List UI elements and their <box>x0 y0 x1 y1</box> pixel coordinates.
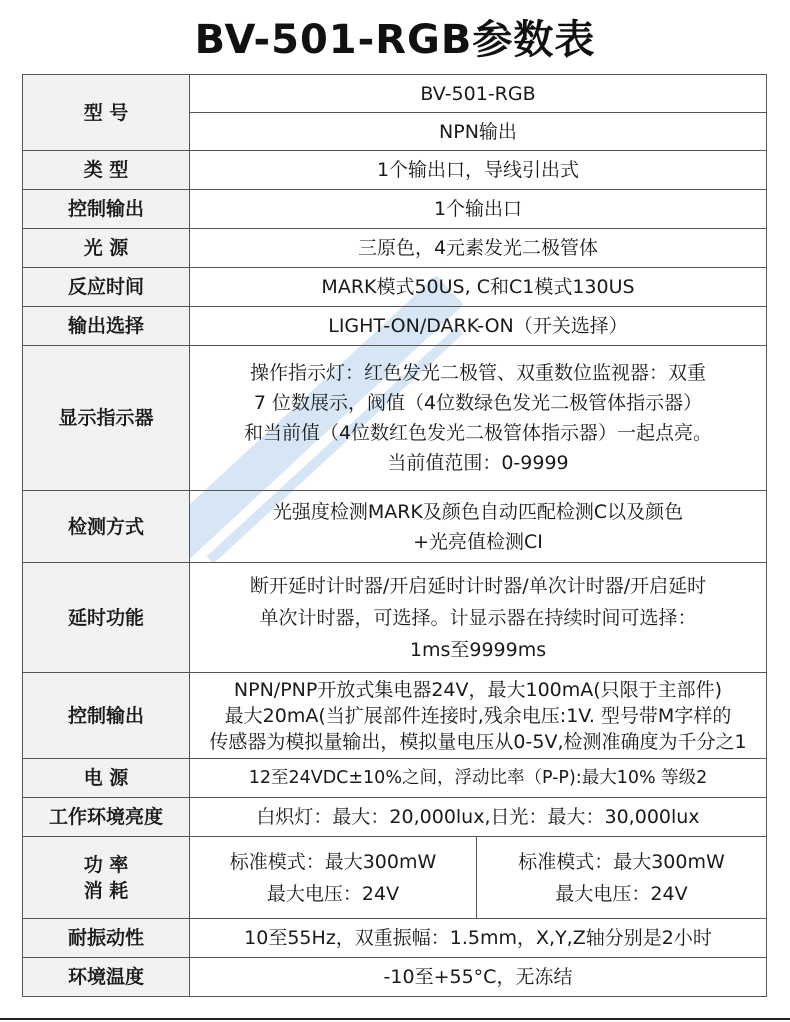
row-label-display: 显示指示器 <box>23 346 190 491</box>
text-line: 最大电压：24V <box>266 882 400 905</box>
text-line: 操作指示灯：红色发光二极管、双重数位监视器：双重 <box>249 362 706 384</box>
temperature-value: -10至+55°C，无冻结 <box>190 958 767 997</box>
text-line: 7 位数展示，阀值（4位数绿色发光二极管体指示器） <box>253 392 703 414</box>
text-line: 光强度检测MARK及颜色自动匹配检测C以及颜色 <box>272 500 684 523</box>
row-label-type: 类 型 <box>23 151 190 190</box>
vibration-value: 10至55Hz，双重振幅：1.5mm，X,Y,Z轴分别是2小时 <box>190 919 767 958</box>
spec-table <box>22 74 767 997</box>
row-label-delay: 延时功能 <box>23 563 190 673</box>
text-line: 1ms至9999ms <box>409 638 547 661</box>
table-row <box>23 190 767 229</box>
table-row <box>23 307 767 346</box>
text-line: 标准模式：最大300mW <box>518 850 725 873</box>
row-label-control-output-2: 控制输出 <box>23 673 190 759</box>
power-consumption-cell <box>477 837 767 919</box>
power-consumption-cell <box>190 837 477 919</box>
text-line: 当前值范围：0-9999 <box>387 452 569 474</box>
table-row <box>23 837 767 919</box>
power-value: 12至24VDC±10%之间，浮动比率（P-P):最大10% 等级2 <box>190 759 767 798</box>
row-label-light-source: 光 源 <box>23 229 190 268</box>
row-label-response-time: 反应时间 <box>23 268 190 307</box>
detection-value <box>190 491 767 563</box>
control-output-value: 1个输出口 <box>190 190 767 229</box>
page-title: BV-501-RGB参数表 <box>194 17 596 63</box>
table-row <box>23 958 767 997</box>
row-label-power-consumption <box>23 837 190 919</box>
table-row <box>23 75 767 113</box>
row-label-detection: 检测方式 <box>23 491 190 563</box>
row-label-temperature: 环境温度 <box>23 958 190 997</box>
table-row <box>23 798 767 837</box>
table-row <box>23 759 767 798</box>
output-select-value: LIGHT-ON/DARK-ON（开关选择） <box>190 307 767 346</box>
row-label-control-output: 控制输出 <box>23 190 190 229</box>
text-line: 标准模式：最大300mW <box>229 850 437 873</box>
text-line: 单次计时器，可选择。计显示器在持续时间可选择： <box>259 606 697 629</box>
text-line: 传感器为模拟量输出，模拟量电压从0-5V,检测准确度为千分之1 <box>209 730 747 753</box>
row-label-ambient-light: 工作环境亮度 <box>23 798 190 837</box>
delay-value <box>190 563 767 673</box>
display-value <box>190 346 767 491</box>
text-line: 断开延时计时器/开启延时计时器/单次计时器/开启延时 <box>249 574 707 597</box>
type-value: 1个输出口，导线引出式 <box>190 151 767 190</box>
table-row <box>23 229 767 268</box>
response-time-value: MARK模式50US, C和C1模式130US <box>190 268 767 307</box>
text-line: 最大20mA(当扩展部件连接时,残余电压:1V. 型号带M字样的 <box>224 704 732 727</box>
label-line: 功 率 <box>83 853 129 876</box>
table-row <box>23 268 767 307</box>
row-label-power: 电 源 <box>23 759 190 798</box>
table-row <box>23 919 767 958</box>
row-label-output-select: 输出选择 <box>23 307 190 346</box>
output-type-value: NPN输出 <box>190 113 767 151</box>
table-row <box>23 346 767 491</box>
row-label-vibration: 耐振动性 <box>23 919 190 958</box>
ambient-light-value: 白炽灯：最大：20,000lux,日光：最大：30,000lux <box>190 798 767 837</box>
table-row <box>23 673 767 759</box>
table-row <box>23 151 767 190</box>
light-source-value: 三原色，4元素发光二极管体 <box>190 229 767 268</box>
table-row <box>23 563 767 673</box>
text-line: NPN/PNP开放式集电器24V，最大100mA(只限于主部件) <box>233 678 723 701</box>
control-output-2-value <box>190 673 767 759</box>
row-label-model: 型 号 <box>23 75 190 151</box>
text-line: 和当前值（4位数红色发光二极管体指示器）一起点亮。 <box>243 422 713 444</box>
text-line: 最大电压：24V <box>555 882 688 905</box>
table-row <box>23 491 767 563</box>
text-line: +光亮值检测CI <box>413 530 543 553</box>
bottom-divider <box>0 1018 790 1020</box>
label-line: 消 耗 <box>83 879 129 902</box>
model-value: BV-501-RGB <box>190 75 767 113</box>
